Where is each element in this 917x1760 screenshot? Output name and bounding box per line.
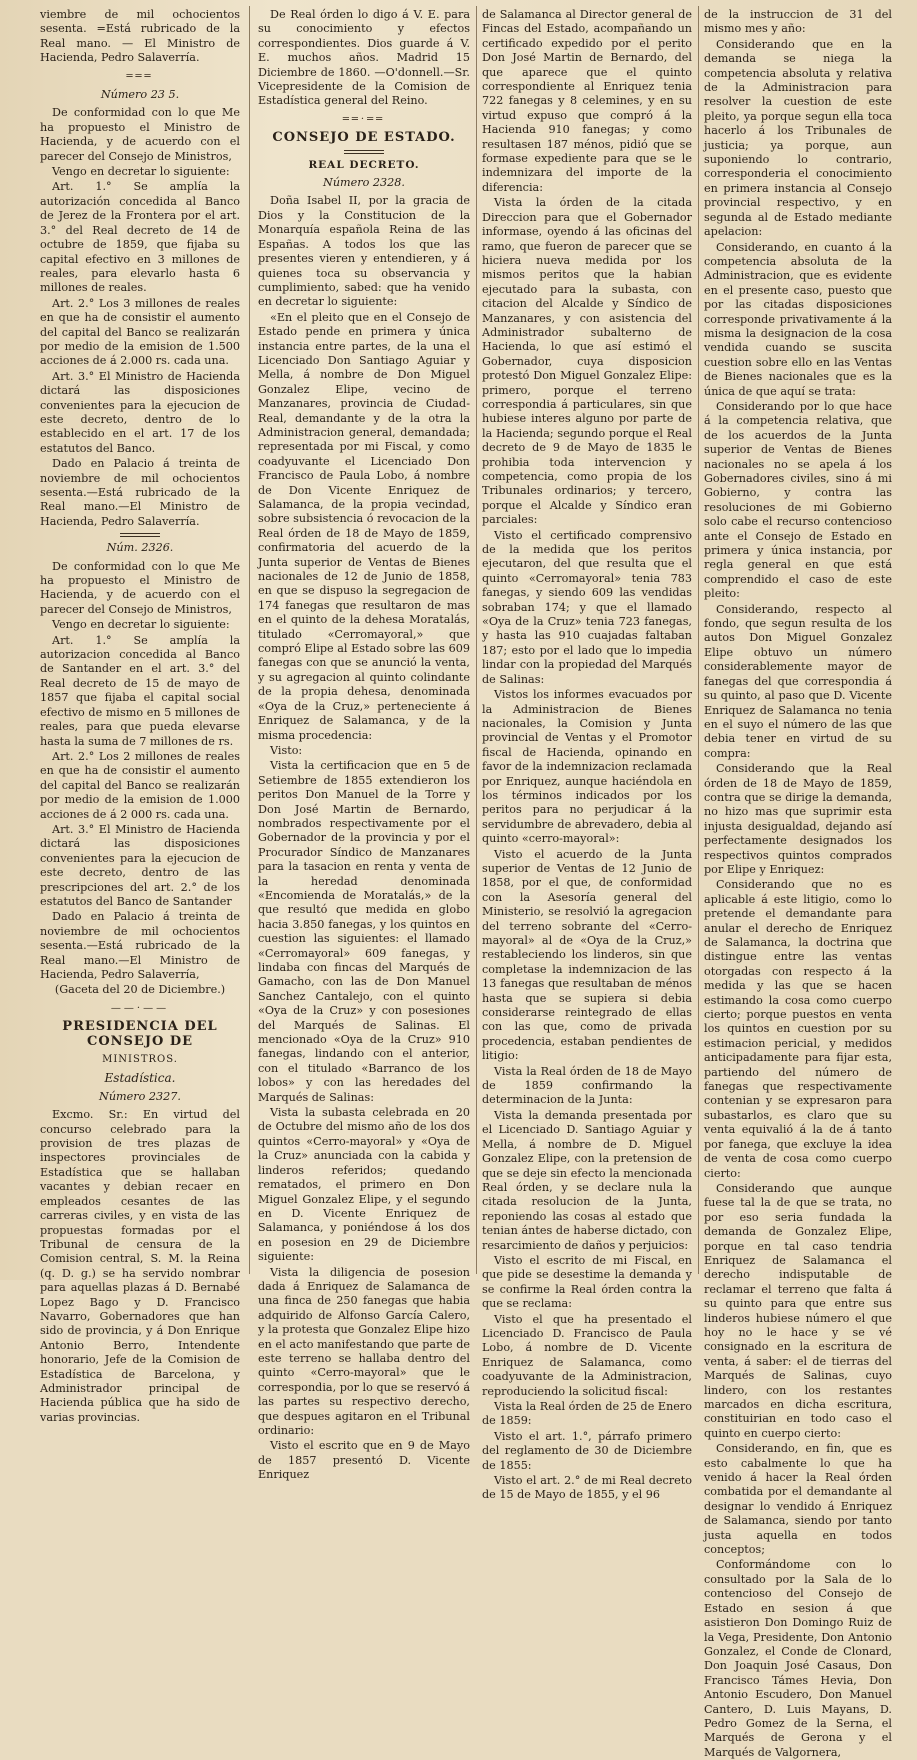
paragraph: Conformándome con lo consultado por la Sala de lo contencioso del Consejo de Estado en sesion á que asistieron Don Domingo Ruiz de la Vega, Presidente, Don Antonio Gonzalez, el Conde de Clonard, Don Joaquin José Casaus, Don Francisco Támes Hevia, Don Antonio Escudero, Don Manuel Cantero, D. Luis Mayans, D. Pedro Gomez de la Serna, el Marqués de Gerona y el Marqués de Valgornera, — [704, 1558, 892, 1759]
article: Art. 3.° El Ministro de Hacienda dictará las disposiciones convenientes para la ejecucion de este decreto, dentro de las prescripciones del art. 2.° de los estatutos del Banco de Santander — [40, 822, 240, 908]
section-title: CONSEJO DE ESTADO. — [272, 130, 456, 146]
separator-rule — [344, 150, 384, 154]
paragraph: Vista la diligencia de posesion dada á Enriquez de Salamanca de una finca de 250 fanegas que habia adquirido de Alfonso García Calero, y la protesta que Gonzalez Elipe hizo en el acto manifestando que parte de este terreno se hallaba dentro del quinto «Cerro-mayoral» que le correspondia, por lo que se reservó á las partes su respectivo derecho, que despues agitaron en el Tribunal ordinario: — [258, 1265, 470, 1437]
separator-rule — [120, 533, 160, 537]
paragraph: Visto el escrito que en 9 de Mayo de 1857 presentó D. Vicente Enriquez — [258, 1439, 470, 1482]
decree-number: Número 2327. — [99, 1089, 181, 1103]
decree-number: Número 2328. — [323, 176, 405, 190]
paragraph: Doña Isabel II, por la gracia de Dios y la Constitucion de la Monarquía española Reina de las Españas. A todos los que las presentes vieren y entendieren, y á quienes toca su observancia y cumplimiento, sabed: que ha venido en decretar lo siguiente: — [258, 194, 470, 309]
paragraph: Vengo en decretar lo siguiente: — [52, 618, 230, 632]
section-title: PRESIDENCIA DEL CONSEJO DE — [62, 1019, 218, 1049]
paragraph: Vista la certificacion que en 5 de Setiembre de 1855 extendieron los peritos Don Manuel de la Torre y Don José Martin de Bernardo, nombrados respectivamente por el Gobernador de la provincia y por el Procurador Síndico de Manzanares para la tasacion en renta y venta de la heredad denominada «Encomienda de Moratalás,» de la que resultó que medida en globo hacia 3.850 fanegas, y los quintos en cuestion las siguientes: el llamado «Cerromayoral» 609 fanegas, y lindaba con fincas del Marqués de Gamacho, con las de Don Manuel Sanchez Cantalejo, con el quinto «Oya de la Cruz» y con posesiones del Marqués de Salinas. El mencionado «Oya de la Cruz» 910 fanegas, lindando con el anterior, con el titulado «Barranco de los lobos» y con las heredades del Marqués de Salinas: — [258, 759, 470, 1104]
paragraph: Considerando que aunque fuese tal la de que se trata, no por eso seria fundada la demanda de Gonzalez Elipe, porque en tal caso tendria Enriquez de Salamanca el derecho indisputable de reclamar el terreno que falta á su quinto para que entre sus linderos hubiese número el que hoy no le hace y se vé consignado en la escritura de venta, á saber: el de tierras del Marqués de Salinas, cuyo lindero, con los restantes marcados en dicha escritura, constituirian en todo caso el quinto en cuerpo cierto: — [704, 1181, 892, 1440]
paragraph: «En el pleito que en el Consejo de Estado pende en primera y única instancia entre partes, de la una el Licenciado Don Santiago Aguiar y Mella, á nombre de Don Miguel Gonzalez Elipe, vecino de Manzanares, provincia de Ciudad-Real, demandante y de la otra la Administracion general, demandada; representada por mi Fiscal, y como coadyuvante el Licenciado Don Francisco de Paula Lobo, á nombre de Don Vicente Enriquez de Salamanca, de la propia vecindad, sobre subsistencia ó revocacion de la Real órden de 18 de Mayo de 1859, confirmatoria del acuerdo de la Junta superior de Ventas de Bienes nacionales de 12 de Junio de 1858, en que se dispuso la segregacion de 174 fanegas que resultaron de mas en el quinto de la dehesa Moratalás, titulado «Cerromayoral,» que compró Elipe al Estado sobre las 609 fanegas con que se anunció la venta, y su agregacion al quinto colindante de la propia dehesa, denominada «Oya de la Cruz,» perteneciente á Enriquez de Salamanca, y de la misma procedencia: — [258, 310, 470, 742]
column-rule — [698, 6, 699, 1274]
column-rule — [249, 6, 250, 1274]
paragraph: Vista la subasta celebrada en 20 de Octubre del mismo año de los dos quintos «Cerro-mayoral» y «Oya de la Cruz» anunciada con la cabida y linderos referidos; quedando rematados, el primero en Don Miguel Gonzalez Elipe, y el segundo en D. Vicente Enriquez de Salamanca, y poniéndose á los dos en posesion en 29 de Diciembre siguiente: — [258, 1106, 470, 1264]
paragraph: Visto el certificado comprensivo de la medida que los peritos ejecutaron, del que resulta que el quinto «Cerromayoral» tenia 783 fanegas, y siendo 609 las vendidas sobraban 174; y que el llamado «Oya de la Cruz» tenia 723 fanegas, y hasta las 910 cuajadas faltaban 187; esto por el lado que lo impedia lindar con la propiedad del Marqués de Salinas: — [482, 528, 692, 686]
separator-ornament: ══·══ — [342, 113, 386, 125]
paragraph: Vista la demanda presentada por el Licenciado D. Santiago Aguiar y Mella, á nombre de D. Miguel Gonzalez Elipe, con la pretension de que se deje sin efecto la mencionada Real órden, y se declare nula la citada resolucion de la Junta, reponiendo las cosas al estado que tenian ántes de haberse dictado, con resarcimiento de daños y perjuicios: — [482, 1108, 692, 1252]
paragraph: Considerando que la Real órden de 18 de Mayo de 1859, contra que se dirige la demanda, no hizo mas que suprimir esta injusta desigualdad, dejando así perfectamente designados los respectivos quintos comprados por Elipe y Enriquez: — [704, 762, 892, 876]
paragraph: de la instruccion de 31 del mismo mes y año: — [704, 8, 892, 36]
column-2 — [258, 8, 470, 1482]
paragraph: De conformidad con lo que Me ha propuesto el Ministro de Hacienda, y de acuerdo con el parecer del Consejo de Ministros, — [40, 559, 240, 616]
article: Art. 1.° Se amplía la autorización concedida al Banco de Jerez de la Frontera por el art. 3.° del Real decreto de 14 de octubre de 1859, que fijaba su capital efectivo en 3 millones de reales, para elevarlo hasta 6 millones de reales. — [40, 180, 240, 295]
paragraph: Visto el que ha presentado el Licenciado D. Francisco de Paula Lobo, á nombre de D. Vicente Enriquez de Salamanca, como coadyuvante de la Administracion, reproduciendo la solicitud fiscal: — [482, 1312, 692, 1398]
paragraph: Vista la Real órden de 18 de Mayo de 1859 confirmando la determinacion de la Junta: — [482, 1064, 692, 1107]
paragraph: Considerando, en fin, que es esto cabalmente lo que ha venido á hacer la Real órden combatida por el demandante al designar lo vendido á Enriquez de Salamanca, siendo por tanto justa aquella en todos conceptos; — [704, 1442, 892, 1557]
column-1 — [40, 8, 240, 1424]
paragraph: Considerando que en la demanda se niega la competencia absoluta y relativa de la Administracion para resolver la cuestion de este pleito, ya porque segun ella toca hacerlo á los Tribunales de justicia; ya porque, aun suponiendo lo contrario, corresponderia el conocimiento en primera instancia al Consejo provincial respectivo, y en segunda al de Estado mediante apelacion: — [704, 37, 892, 239]
paragraph: Considerando por lo que hace á la competencia relativa, que de los acuerdos de la Junta superior de Ventas de Bienes nacionales no se apela á los Gobernadores civiles, sino á mi Gobierno, y contra las resoluciones de mi Gobierno solo cabe el recurso contencioso ante el Consejo de Estado en primera y única instancia, por regla general en que está comprendido el caso de este pleito: — [704, 399, 892, 601]
separator-ornament: ——·—— — [110, 1002, 170, 1014]
paragraph: De Real órden lo digo á V. E. para su conocimiento y efectos correspondientes. Dios guarde á V. E. muchos años. Madrid 15 Diciembre de 1860. —O'donnell.—Sr. Vicepresidente de la Comision de Estadística general del Reino. — [258, 8, 470, 108]
paragraph: Visto el acuerdo de la Junta superior de Ventas de 12 Junio de 1858, por el que, de conformidad con la Asesoría general del Ministerio, se resolvió la agregacion del terreno sobrante del «Cerro-mayoral» al de «Oya de la Cruz,» restableciendo los linderos, sin que completase la indemnizacion de las 13 fanegas que resultaban de ménos hasta que se supiera si debia considerarse reintegrado de ellas con las que, como de privada procedencia, estaban pendientes de litigio: — [482, 847, 692, 1063]
article: Art. 2.° Los 3 millones de reales en que ha de consistir el aumento del capital del Banco se realizarán por medio de la emision de 1.500 acciones de á 2.000 rs. cada una. — [40, 296, 240, 368]
paragraph: Visto: — [270, 743, 303, 757]
decree-number: Número 23 5. — [100, 88, 180, 102]
article: Art. 1.° Se amplía la autorizacion concedida al Banco de Santander en el art. 3.° del Real decreto de 15 de mayo de 1857 que fijaba el capital social efectivo de mismo en 5 millones de reales, para que pueda elevarse hasta la suma de 7 millones de rs. — [40, 633, 240, 748]
paragraph: De conformidad con lo que Me ha propuesto el Ministro de Hacienda, y de acuerdo con el parecer del Consejo de Ministros, — [40, 106, 240, 163]
section-label: Estadística. — [104, 1071, 176, 1086]
paragraph: viembre de mil ochocientos sesenta. =Está rubricado de la Real mano. — El Ministro de Hacienda, Pedro Salaverría. — [40, 8, 240, 65]
paragraph: Dado en Palacio á treinta de noviembre de mil ochocientos sesenta.—Está rubricado de la Real mano.—El Ministro de Hacienda, Pedro Salaverría, — [40, 910, 240, 981]
paragraph: Dado en Palacio á treinta de noviembre de mil ochocientos sesenta.—Está rubricado de la Real mano.—El Ministro de Hacienda, Pedro Salaverría. — [40, 457, 240, 528]
gaceta-citation: (Gaceta del 20 de Diciembre.) — [54, 983, 226, 997]
article: Art. 3.° El Ministro de Hacienda dictará las disposiciones convenientes para la ejecucion de este decreto, dentro de lo establecido en el art. 17 de los estatutos del Banco. — [40, 369, 240, 455]
section-subtitle: REAL DECRETO. — [308, 158, 420, 171]
decree-number: Núm. 2326. — [106, 541, 174, 555]
paragraph: Vengo en decretar lo siguiente: — [52, 165, 230, 179]
paragraph: Excmo. Sr.: En virtud del concurso celebrado para la provision de tres plazas de inspectores provinciales de Estadística que se hallaban vacantes y debian recaer en empleados cesantes de las carreras civiles, y en vista de las propuestas formadas por el Tribunal de censura de la Comision central, S. M. la Reina (q. D. g.) se ha servido nombrar para aquellas plazas á D. Bernabé Lopez Bago y D. Francisco Navarro, Gobernadores que han sido de provincia, y á Don Enrique Antonio Berro, Intendente honorario, Jefe de la Comision de Estadística de Barcelona, y Administrador principal de Hacienda pública que ha sido de varias provincias. — [40, 1108, 240, 1424]
column-rule — [476, 6, 477, 1274]
paragraph: Visto el escrito de mi Fiscal, en que pide se desestime la demanda y se confirme la Real órden contra la que se reclama: — [482, 1253, 692, 1311]
paragraph: Vista la Real órden de 25 de Enero de 1859: — [482, 1400, 692, 1428]
section-subtitle: MINISTROS. — [102, 1054, 178, 1066]
column-4 — [704, 8, 892, 1759]
paragraph: Vistos los informes evacuados por la Administracion de Bienes nacionales, la Comision y Junta provincial de Ventas y el Promotor fiscal de Hacienda, opinando en favor de la indemnizacion reclamada por Enriquez, aunque haciéndola en los términos indicados por los peritos para no perjudicar á la servidumbre de abrevadero, debia al quinto «cerro-mayoral»: — [482, 688, 692, 846]
article: Art. 2.° Los 2 millones de reales en que ha de consistir el aumento del capital del Banco se realizarán por medio de la emision de 1.000 acciones de á 2 000 rs. cada una. — [40, 749, 240, 821]
paragraph: Vista la órden de la citada Direccion para que el Gobernador informase, oyendo á las oficinas del ramo, que fueron de parecer que se hiciera nueva medida por los mismos peritos que la habian ejecutado para la subasta, con citacion del Alcalde y Síndico de Manzanares, y con asistencia del Administrador subalterno de Hacienda, lo que así estimó el Gobernador, cuya disposicion protestó Don Miguel Gonzalez Elipe: primero, porque el terreno correspondia á particulares, sin que hubiese interes alguno por parte de la Hacienda; segundo porque el Real decreto de 9 de Mayo de 1835 le prohibia toda intervencion y competencia, como propia de los Tribunales ordinarios; y tercero, porque el Alcalde y Síndico eran parciales: — [482, 196, 692, 527]
paragraph: Visto el art. 1.°, párrafo primero del reglamento de 30 de Diciembre de 1855: — [482, 1429, 692, 1472]
paragraph: Visto el art. 2.° de mi Real decreto de 15 de Mayo de 1855, y el 96 — [482, 1474, 692, 1502]
paragraph: Considerando que no es aplicable á este litigio, como lo pretende el demandante para anular el derecho de Enriquez de Salamanca, la doctrina que distingue entre las ventas otorgadas con respecto á la medida y las que se hacen estimando la cosa como cuerpo cierto; porque puestos en venta los quintos en cuestion por su estimacion pericial, y medidos anticipadamente para fijar esta, partiendo del número de fanegas que respectivamente contenian y se expresaron para subastarlos, es claro que su venta equivalió á la de á tanto por fanega, que excluye la idea de venta de cosa como cuerpo cierto: — [704, 878, 892, 1180]
separator-ornament: ═══ — [126, 70, 154, 82]
paragraph: de Salamanca al Director general de Fincas del Estado, acompañando un certificado expedido por el perito Don José Martin de Bernardo, del que aparece que el quinto correspondiente al Enriquez tenia 722 fanegas y 8 celemines, y en su virtud expuso que compró á la Hacienda 910 fanegas; y como resultasen 187 ménos, pidió que se formase expediente para que se le indemnizara del importe de la diferencia: — [482, 8, 692, 194]
paragraph: Considerando, respecto al fondo, que segun resulta de los autos Don Miguel Gonzalez Elipe obtuvo un número considerablemente mayor de fanegas del que correspondia á su quinto, al paso que D. Vicente Enriquez de Salamanca no tenia en el suyo el número de las que debia tener en virtud de su compra: — [704, 602, 892, 760]
paragraph: Considerando, en cuanto á la competencia absoluta de la Administracion, que es evidente en el presente caso, puesto que por las citadas disposiciones corresponde privativamente á la misma la designacion de la cosa vendida cuando se suscita cuestion sobre ello en las Ventas de Bienes nacionales que es la única de que aquí se trata: — [704, 240, 892, 398]
column-3 — [482, 8, 692, 1502]
